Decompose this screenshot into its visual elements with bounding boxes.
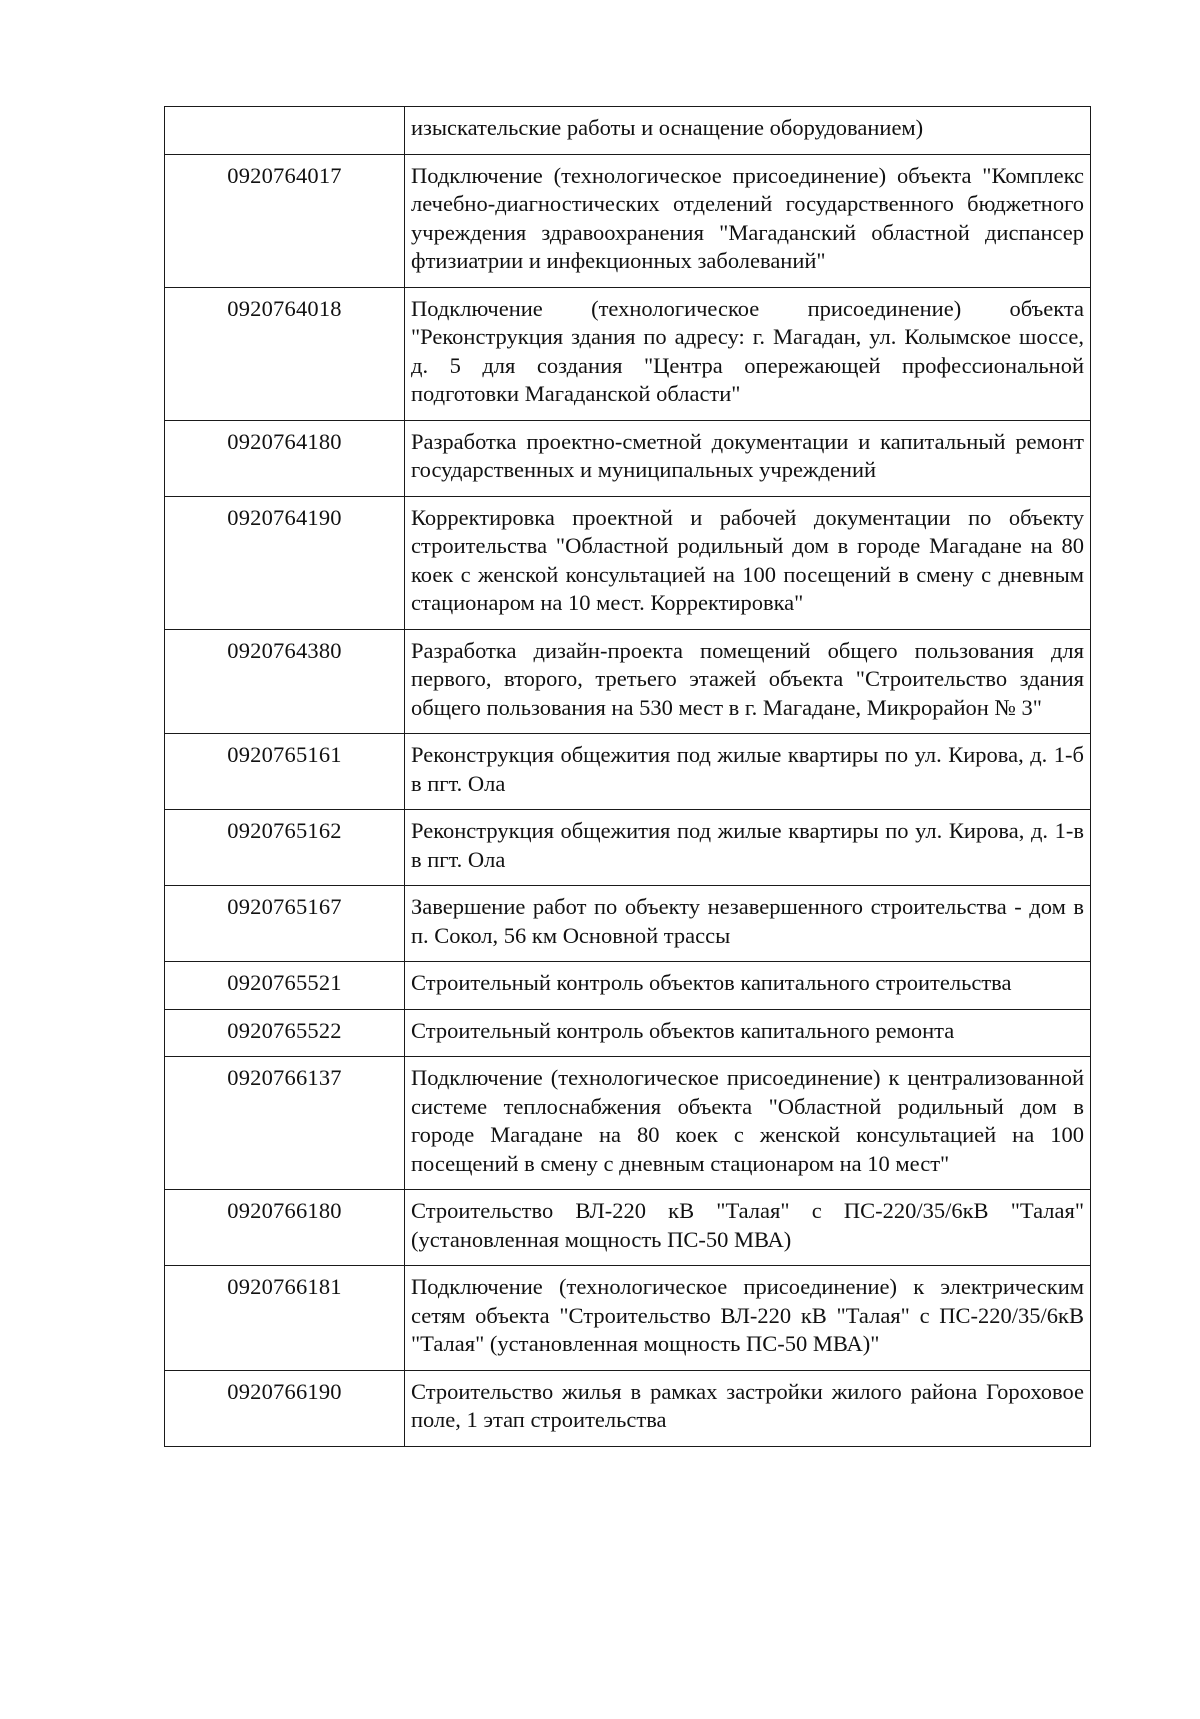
description-text: Подключение (технологическое присоединение) объекта "Комплекс лечебно-диагностических отделений государственного бюджетного учреждения здравоохранения "Магаданский областной диспансер фтизиатрии и инфекционных заболеваний" [411,162,1084,273]
table-row [165,734,1091,810]
code-cell: 0920766181 [165,1266,405,1371]
description-cell [405,496,1091,629]
table-row [165,886,1091,962]
table-row [165,107,1091,155]
description-cell [405,420,1091,496]
description-cell [405,1057,1091,1190]
code-cell: 0920765522 [165,1009,405,1057]
description-cell [405,1009,1091,1057]
code-cell: 0920765162 [165,810,405,886]
description-cell [405,962,1091,1010]
description-text: изыскательские работы и оснащение оборудованием) [411,115,924,140]
table-row [165,810,1091,886]
description-cell [405,1370,1091,1446]
budget-codes-table [164,106,1091,1447]
description-cell [405,287,1091,420]
description-text: Реконструкция общежития под жилые квартиры по ул. Кирова, д. 1-в в пгт. Ола [411,818,1084,872]
code-cell: 0920765167 [165,886,405,962]
table-row [165,154,1091,287]
code-cell [165,107,405,155]
code-cell: 0920765161 [165,734,405,810]
table-row [165,1057,1091,1190]
description-cell [405,1190,1091,1266]
description-text: Строительство ВЛ-220 кВ "Талая" с ПС-220/35/6кВ "Талая" (установленная мощность ПС-50 МВА) [411,1198,1084,1252]
table-row [165,962,1091,1010]
code-cell: 0920764018 [165,287,405,420]
description-text: Корректировка проектной и рабочей документации по объекту строительства "Областной родильный дом в городе Магадане на 80 коек с женской консультацией на 100 посещений в смену с дневным стационаром на 10 мест. Корректировка" [411,504,1084,615]
code-cell: 0920766190 [165,1370,405,1446]
table-row [165,420,1091,496]
description-cell [405,107,1091,155]
description-text: Строительный контроль объектов капитального строительства [411,970,1012,995]
code-cell: 0920764017 [165,154,405,287]
description-cell [405,734,1091,810]
table-row [165,1190,1091,1266]
description-cell [405,886,1091,962]
table-row [165,496,1091,629]
description-text: Подключение (технологическое присоединение) объекта "Реконструкция здания по адресу: г. Магадан, ул. Колымское шоссе, д. 5 для создания "Центра опережающей профессиональной подготовки Магаданской области" [411,295,1084,406]
code-cell: 0920766180 [165,1190,405,1266]
description-text: Реконструкция общежития под жилые квартиры по ул. Кирова, д. 1-б в пгт. Ола [411,742,1084,796]
code-cell: 0920764180 [165,420,405,496]
table-row [165,1266,1091,1371]
table-body [165,107,1091,1447]
code-cell: 0920764380 [165,629,405,734]
description-cell [405,154,1091,287]
table-row [165,629,1091,734]
description-text: Подключение (технологическое присоединение) к централизованной системе теплоснабжения объекта "Областной родильный дом в городе Магадане на 80 коек с женской консультацией на 100 посещений в смену с дневным стационаром на 10 мест" [411,1065,1084,1176]
description-text: Подключение (технологическое присоединение) к электрическим сетям объекта "Строительство ВЛ-220 кВ "Талая" с ПС-220/35/6кВ "Талая" (установленная мощность ПС-50 МВА)" [411,1274,1084,1356]
description-text: Разработка проектно-сметной документации и капитальный ремонт государственных и муниципальных учреждений [411,428,1084,482]
description-text: Строительство жилья в рамках застройки жилого района Гороховое поле, 1 этап строительства [411,1378,1084,1432]
description-text: Строительный контроль объектов капитального ремонта [411,1017,955,1043]
code-cell: 0920766137 [165,1057,405,1190]
code-cell: 0920764190 [165,496,405,629]
table-row [165,287,1091,420]
table-row [165,1370,1091,1446]
description-cell [405,629,1091,734]
table-row [165,1009,1091,1057]
description-text: Завершение работ по объекту незавершенного строительства - дом в п. Сокол, 56 км Основной трассы [411,894,1084,948]
description-text: Разработка дизайн-проекта помещений общего пользования для первого, второго, третьего этажей объекта "Строительство здания общего пользования на 530 мест в г. Магадане, Микрорайон № 3" [411,637,1084,720]
code-cell: 0920765521 [165,962,405,1010]
description-cell [405,1266,1091,1371]
description-cell [405,810,1091,886]
